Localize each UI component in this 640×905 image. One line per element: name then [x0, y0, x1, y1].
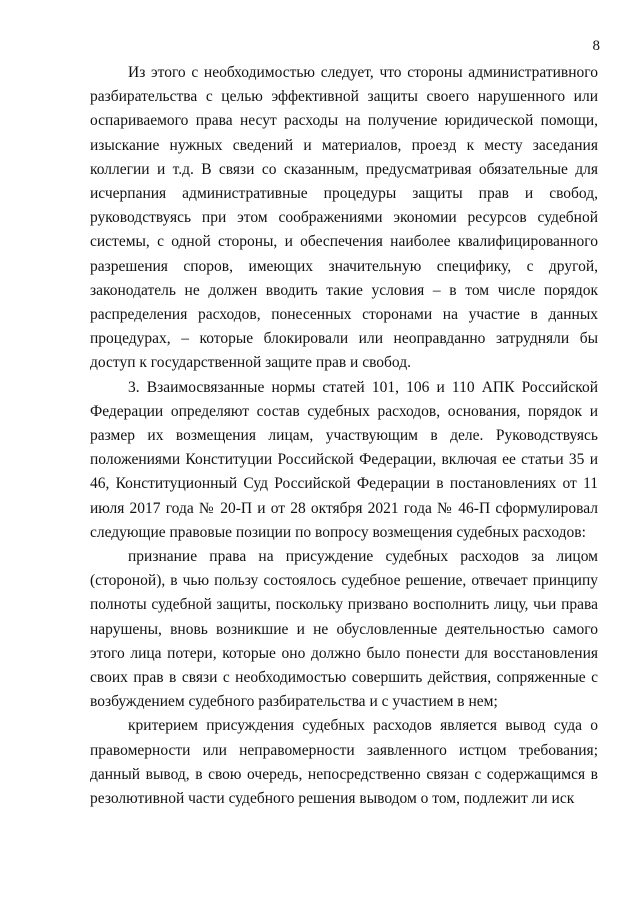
paragraph-position-criterion: критерием присуждения судебных расходов является вывод суда о правомерности или неправомерности заявленного истцом требования; данный вывод, в свою очередь, непосредственно связан с содержащимся в резолютивной части судебного решения выводом о том, подлежит ли иск [90, 717, 598, 808]
document-body [90, 61, 598, 811]
paragraph-section-3: 3. Взаимосвязанные нормы статей 101, 106 и 110 АПК Российской Федерации определяют состав судебных расходов, основания, порядок и размер их возмещения лицам, участвующим в деле. Руководствуясь положениями Конституции Российской Федерации, включая ее статьи 35 и 46, Конституционный Суд Российской Федерации в постановлениях от 11 июля 2017 года № 20-П и от 28 октября 2021 года № 46-П сформулировал следующие правовые позиции по вопросу возмещения судебных расходов: [90, 378, 598, 541]
paragraph-consequence: Из этого с необходимостью следует, что стороны административного разбирательства с целью эффективной защиты своего нарушенного или оспариваемого права несут расходы на получение юридической помощи, изыскание нужных сведений и материалов, проезд к месту заседания коллегии и т.д. В связи со сказанным, предусматривая обязательные для исчерпания административные процедуры защиты прав и свобод, руководствуясь при этом соображениями экономии ресурсов судебной системы, с одной стороны, и обеспечения наиболее квалифицированного разрешения споров, имеющих значительную специфику, с другой, законодатель не должен вводить такие условия – в том числе порядок распределения расходов, понесенных сторонами на участие в данных процедурах, – которые блокировали или неоправданно затрудняли бы доступ к государственной защите прав и свобод. [90, 64, 598, 372]
paragraph-position-recognition: признание права на присуждение судебных расходов за лицом (стороной), в чью пользу состоялось судебное решение, отвечает принципу полноты судебной защиты, поскольку призвано восполнить лицу, чьи права нарушены, вновь возникшие и не обусловленные деятельностью самого этого лица потери, которые оно должно было понести для восстановления своих прав в связи с необходимостью совершить действия, сопряженные с возбуждением судебного разбирательства и с участием в нем; [90, 548, 598, 711]
page-number: 8 [592, 38, 600, 54]
